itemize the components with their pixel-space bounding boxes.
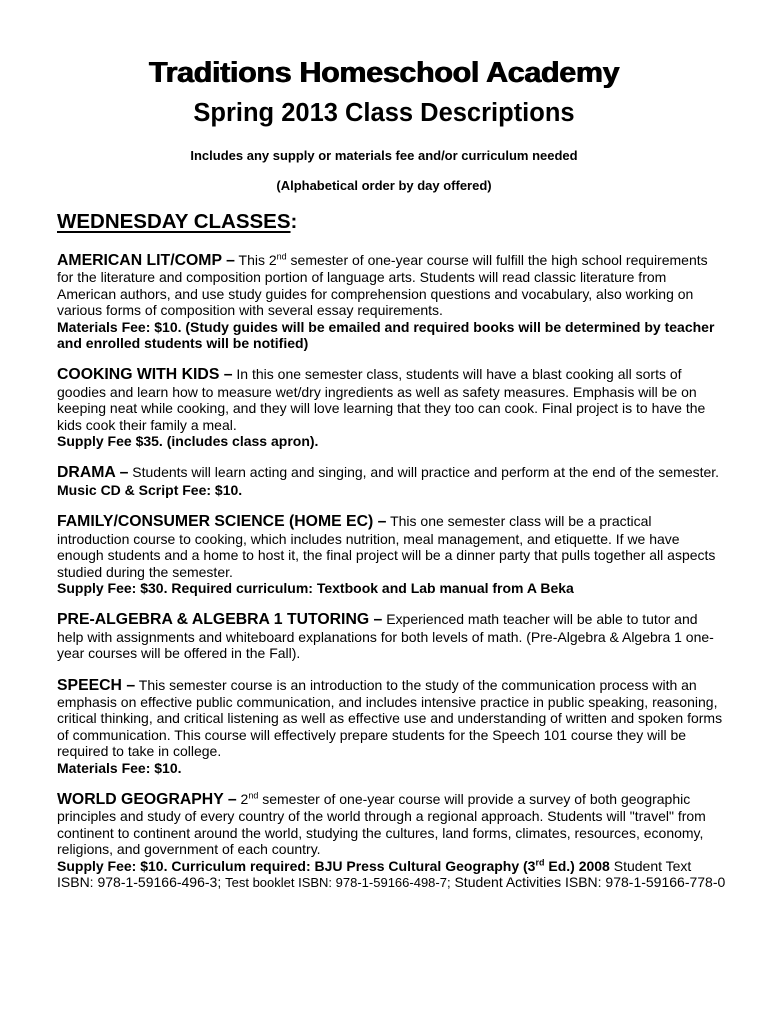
order-note: (Alphabetical order by day offered): [276, 178, 492, 193]
isbn-student-activities: Student Activities ISBN: 978-1-59166-778-0: [450, 874, 726, 890]
class-fee: Music CD & Script Fee: $10.: [57, 481, 243, 498]
class-fee-pre: Supply Fee: $10. Curriculum required: BJU Press Cultural Geography (3: [57, 857, 536, 874]
class-desc-pre: This 2: [234, 252, 277, 268]
class-description: This semester course is an introduction to the study of the communication process with an emphasis on effective public communication, and includes intensive practice in public speaking, reasoning, critical thinking, and critical listening as well as effective use and understanding of written and spoken forms of communication. This course will effectively prepare students for the Speech 101 course they will be required to take in college.: [57, 676, 723, 760]
day-heading-text: WEDNESDAY CLASSES: [57, 210, 291, 233]
class-desc-pre: 2: [236, 790, 249, 807]
class-fee-post: Ed.) 2008: [544, 857, 610, 874]
document-subtitle: Spring 2013 Class Descriptions: [193, 99, 575, 127]
class-name: COOKING WITH KIDS –: [57, 366, 233, 384]
class-world-geography: [57, 791, 727, 891]
ordinal-suffix: nd: [276, 251, 287, 262]
class-description: semester of one-year course will fulfill the high school requirements for the literature and composition portion of language arts. Students will read classic literature from American authors, and use study guides for comprehension questions and vocabulary, also working on various forms of composition with several essay requirements.: [57, 252, 708, 319]
class-name: DRAMA –: [57, 464, 129, 482]
class-fee: Supply Fee: $30. Required curriculum: Textbook and Lab manual from A Beka: [57, 579, 574, 596]
class-cooking-with-kids: [57, 366, 727, 449]
class-list: [57, 252, 727, 906]
class-algebra-tutoring: [57, 611, 727, 661]
isbn-test-booklet: Test booklet ISBN: 978-1-59166-498-7;: [225, 875, 451, 890]
class-fee: Materials Fee: $10. (Study guides will be emailed and required books will be determined by teacher and enrolled students will be notified): [57, 318, 715, 352]
class-fee: Materials Fee: $10.: [57, 759, 182, 776]
isbn-student-text: Student Text ISBN: 978-1-59166-496-3;: [57, 857, 692, 890]
class-speech: [57, 677, 727, 776]
class-name: FAMILY/CONSUMER SCIENCE (HOME EC) –: [57, 513, 387, 531]
day-heading: [57, 210, 297, 234]
includes-note: Includes any supply or materials fee and/or curriculum needed: [190, 148, 578, 163]
class-description: In this one semester class, students will have a blast cooking all sorts of goodies and learn how to measure wet/dry ingredients as well as safety measures. Emphasis will be on keeping neat while cooking, and they will love learning that they too can cook. Final project is to have the kids cook their family a meal.: [57, 366, 706, 433]
day-heading-colon: :: [290, 210, 298, 233]
class-name: SPEECH –: [57, 676, 136, 694]
class-fee: Supply Fee $35. (includes class apron).: [57, 433, 319, 450]
class-home-ec: [57, 513, 727, 596]
class-american-lit: [57, 252, 727, 351]
class-name: WORLD GEOGRAPHY –: [57, 790, 237, 808]
class-description: semester of one-year course will provide a survey of both geographic principles and study of every country of the world through a regional approach. Students will "travel" from continent to continent around the world, studying the cultures, land forms, climates, resources, economy, religions, and government of each country.: [57, 790, 706, 858]
ordinal-suffix: rd: [535, 856, 545, 867]
class-description: This one semester class will be a practical introduction course to cooking, which includes nutrition, meal management, and etiquette. If we have enough students and a home to host it, the final project will be a dinner party that pulls together all aspects studied during the semester.: [57, 513, 716, 580]
class-description: Experienced math teacher will be able to tutor and help with assignments and whiteboard explanations for both levels of math. (Pre-Algebra & Algebra 1 one-year courses will be offered in the Fall).: [57, 611, 714, 662]
class-description: Students will learn acting and singing, and will practice and perform at the end of the semester.: [128, 464, 720, 481]
class-drama: [57, 464, 727, 498]
class-name: AMERICAN LIT/COMP –: [57, 252, 235, 269]
class-name: PRE-ALGEBRA & ALGEBRA 1 TUTORING –: [57, 611, 383, 629]
school-title: Traditions Homeschool Academy: [148, 57, 620, 89]
ordinal-suffix: nd: [248, 790, 259, 801]
